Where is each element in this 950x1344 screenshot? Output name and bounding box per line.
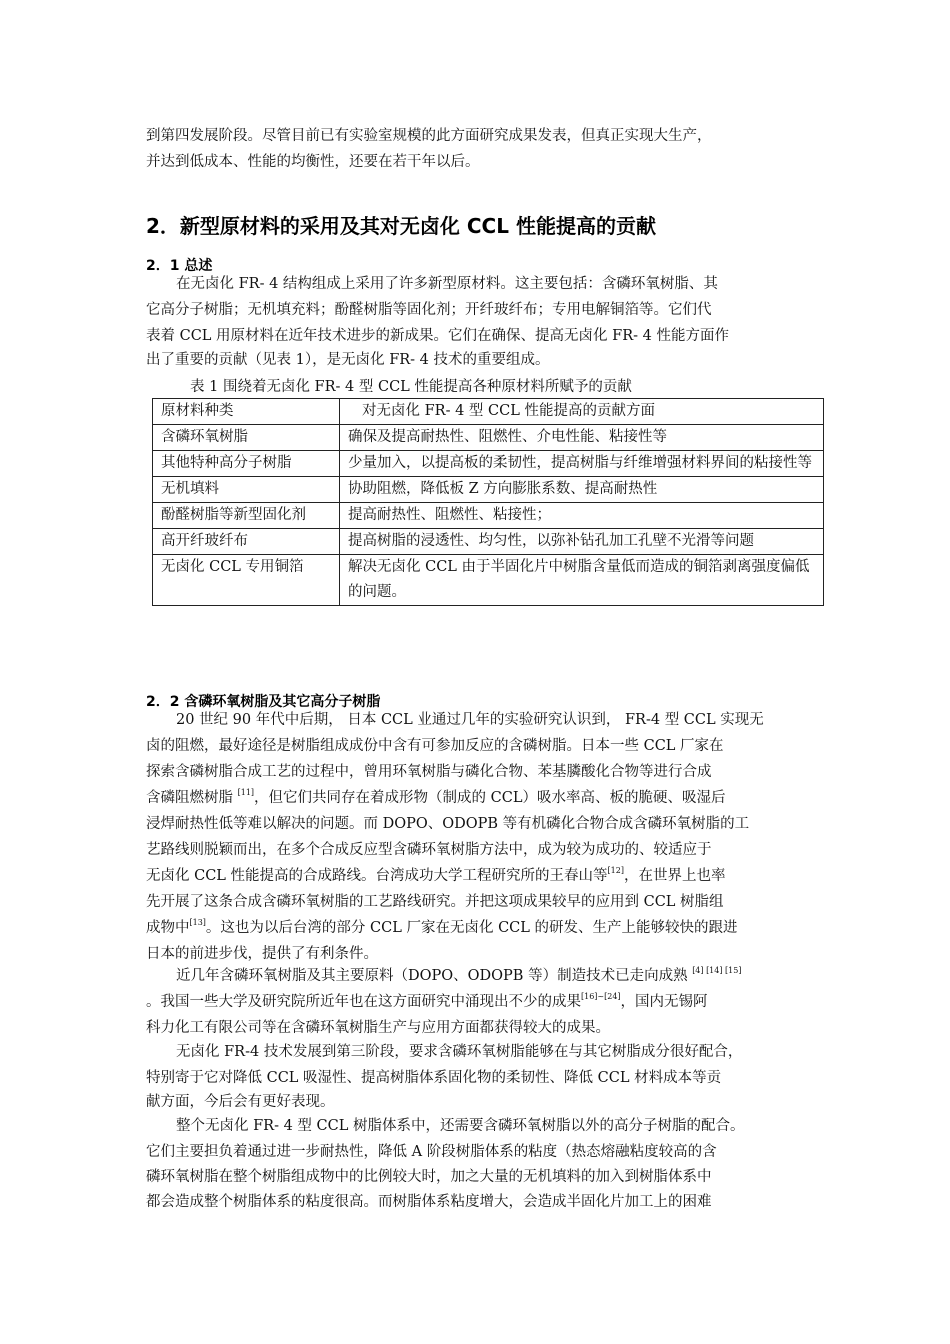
p1-line-8: 先开展了这条合成含磷环氧树脂的工艺路线研究。并把这项成果较早的应用到 CCL 树脂组	[146, 894, 724, 910]
p1-line-2: 卤的阻燃，最好途径是树脂组成成份中含有可参加反应的含磷树脂。日本一些 CCL 厂家在	[146, 738, 724, 754]
p4-line-4: 都会造成整个树脂体系的粘度很高。而树脂体系粘度增大，会造成半固化片加工上的困难	[146, 1194, 712, 1210]
subsection-2-2-heading: 2．2 含磷环氧树脂及其它高分子树脂	[146, 694, 381, 710]
citations-4-14-15: [4] [14] [15]	[692, 966, 742, 975]
p3-line-3: 献方面，今后会有更好表现。	[146, 1094, 335, 1110]
table-cell-contribution: 协助阻燃，降低板 Z 方向膨胀系数、提高耐热性	[340, 477, 824, 503]
citations-16-24: [16]~[24]	[581, 992, 621, 1001]
citation-13: [13]	[189, 918, 206, 927]
table-cell-material: 其他特种高分子树脂	[153, 451, 340, 477]
p1-line-9-text-a: 成物中	[146, 920, 190, 936]
p3-line-1: 无卤化 FR-4 技术发展到第三阶段，要求含磷环氧树脂能够在与其它树脂成分很好配合，	[176, 1044, 743, 1060]
table-cell-material: 含磷环氧树脂	[153, 425, 340, 451]
p4-line-2: 它们主要担负着通过进一步耐热性，降低 A 阶段树脂体系的粘度（热态熔融粘度较高的含	[146, 1144, 717, 1160]
table-header-cell: 对无卤化 FR- 4 型 CCL 性能提高的贡献方面	[340, 399, 824, 425]
p1-line-7-text-a: 无卤化 CCL 性能提高的合成路线。台湾成功大学工程研究所的王春山等	[146, 868, 608, 884]
p2-line-3: 科力化工有限公司等在含磷环氧树脂生产与应用方面都获得较大的成果。	[146, 1020, 610, 1036]
p1-line-4-text-b: ，但它们共同存在着成形物（制成的 CCL）吸水率高、板的脆硬、吸湿后	[254, 790, 726, 806]
table-row	[153, 451, 824, 477]
intro-line-2: 并达到低成本、性能的均衡性，还要在若干年以后。	[146, 154, 480, 170]
materials-table	[152, 398, 824, 606]
table-row	[153, 425, 824, 451]
p2-line-2-text-b: ，国内无锡阿	[620, 994, 708, 1010]
p1-line-10: 日本的前进步伐，提供了有利条件。	[146, 946, 378, 962]
table-cell-material: 酚醛树脂等新型固化剂	[153, 503, 340, 529]
intro-line-1: 到第四发展阶段。尽管目前已有实验室规模的此方面研究成果发表，但真正实现大生产，	[146, 128, 712, 144]
sub1-line-4: 出了重要的贡献（见表 1），是无卤化 FR- 4 技术的重要组成。	[146, 352, 550, 368]
p3-line-2: 特别寄于它对降低 CCL 吸湿性、提高树脂体系固化物的柔韧性、降低 CCL 材料成本等贡	[146, 1070, 722, 1086]
table-cell-contribution: 提高树脂的浸透性、均匀性，以弥补钻孔加工孔壁不光滑等问题	[340, 529, 824, 555]
p2-line-2-text-a: 。我国一些大学及研究院所近年也在这方面研究中涌现出不少的成果	[146, 994, 581, 1010]
p1-line-1: 20 世纪 90 年代中后期， 日本 CCL 业通过几年的实验研究认识到， FR-4 型 CCL 实现无	[176, 712, 764, 728]
table-cell-contribution: 少量加入，以提高板的柔韧性，提高树脂与纤维增强材料界间的粘接性等	[340, 451, 824, 477]
p4-line-1: 整个无卤化 FR- 4 型 CCL 树脂体系中，还需要含磷环氧树脂以外的高分子树脂的配合。	[176, 1118, 745, 1134]
sub1-line-3: 表着 CCL 用原材料在近年技术进步的新成果。它们在确保、提高无卤化 FR- 4 性能方面作	[146, 328, 729, 344]
citation-12: [12]	[607, 866, 624, 875]
table-row	[153, 529, 824, 555]
table-row	[153, 503, 824, 529]
sub1-line-2: 它高分子树脂；无机填充料；酚醛树脂等固化剂；开纤玻纤布；专用电解铜箔等。它们代	[146, 302, 712, 318]
p1-line-7	[146, 863, 826, 889]
table-cell-contribution: 提高耐热性、阻燃性、粘接性；	[340, 503, 824, 529]
p1-line-9	[146, 915, 826, 941]
table-cell-material: 无机填料	[153, 477, 340, 503]
p1-line-4	[146, 785, 826, 811]
p1-line-7-text-b: ，在世界上也率	[623, 868, 726, 884]
p2-line-2	[146, 989, 826, 1015]
p1-line-6: 艺路线则脱颖而出，在多个合成反应型含磷环氧树脂方法中，成为较为成功的、较适应于	[146, 842, 712, 858]
table-header-cell: 原材料种类	[153, 399, 340, 425]
citation-11: [11]	[237, 788, 255, 797]
p1-line-4-text-a: 含磷阻燃树脂	[146, 790, 238, 806]
subsection-2-1-heading: 2．1 总述	[146, 258, 213, 274]
table-header-row	[153, 399, 824, 425]
p2-line-1-text: 近几年含磷环氧树脂及其主要原料（DOPO、ODOPB 等）制造技术已走向成熟	[176, 968, 693, 984]
p2-line-1	[176, 963, 856, 989]
table-row	[153, 555, 824, 606]
table-cell-contribution: 解决无卤化 CCL 由于半固化片中树脂含量低而造成的铜箔剥离强度偏低的问题。	[340, 555, 824, 606]
p1-line-9-text-b: 。这也为以后台湾的部分 CCL 厂家在无卤化 CCL 的研发、生产上能够较快的跟进	[205, 920, 738, 936]
table-caption: 表 1 围绕着无卤化 FR- 4 型 CCL 性能提高各种原材料所赋予的贡献	[190, 379, 632, 395]
table-cell-contribution: 确保及提高耐热性、阻燃性、介电性能、粘接性等	[340, 425, 824, 451]
table-row	[153, 477, 824, 503]
section-2-heading: 2．新型原材料的采用及其对无卤化 CCL 性能提高的贡献	[146, 214, 656, 238]
p1-line-3: 探索含磷树脂合成工艺的过程中，曾用环氧树脂与磷化合物、苯基膦酸化合物等进行合成	[146, 764, 712, 780]
table-cell-material: 高开纤玻纤布	[153, 529, 340, 555]
p4-line-3: 磷环氧树脂在整个树脂组成物中的比例较大时，加之大量的无机填料的加入到树脂体系中	[146, 1169, 712, 1185]
table-cell-material: 无卤化 CCL 专用铜箔	[153, 555, 340, 606]
sub1-line-1: 在无卤化 FR- 4 结构组成上采用了许多新型原材料。这主要包括：含磷环氧树脂、其	[176, 276, 718, 292]
p1-line-5: 浸焊耐热性低等难以解决的问题。而 DOPO、ODOPB 等有机磷化合物合成含磷环氧树脂的工	[146, 816, 750, 832]
